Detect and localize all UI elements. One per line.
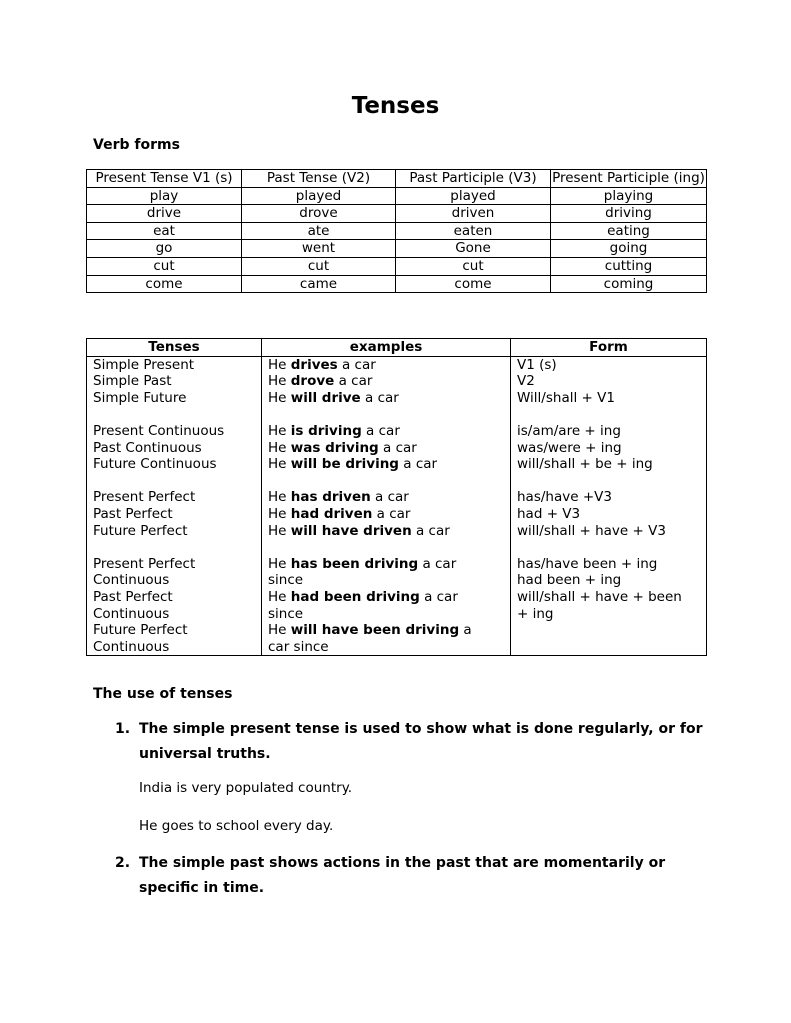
example-sentence — [268, 639, 510, 656]
tense-form: V1 (s) — [517, 356, 557, 373]
use-list — [93, 717, 703, 901]
example-sentence — [268, 622, 510, 639]
tense-form: has/have been + ing — [517, 555, 658, 572]
column-header: Present Participle (ing) — [552, 170, 705, 186]
list-item-title: The simple past shows actions in the past that are momentarily or specific in time. — [139, 855, 666, 896]
table-cell: eaten — [396, 222, 551, 240]
example-verb: had driven — [290, 505, 373, 522]
tenses-body-row — [87, 356, 707, 656]
tense-form: was/were + ing — [517, 439, 622, 456]
example-text: a car — [378, 439, 417, 456]
table-cell: cutting — [551, 257, 707, 275]
example-text: a car — [398, 456, 438, 473]
example-verb: is driving — [290, 422, 362, 439]
tense-name: Simple Past — [93, 373, 172, 390]
example-verb: will be driving — [290, 456, 399, 473]
table-cell: cut — [396, 257, 551, 275]
example-verb: will have been driving — [290, 622, 460, 639]
tense-form: has/have +V3 — [517, 489, 612, 506]
column-header: Form — [511, 339, 707, 357]
example-verb: has driven — [290, 489, 371, 506]
tense-form — [517, 622, 706, 639]
tense-name: Present Perfect — [93, 489, 196, 506]
tense-form: Will/shall + V1 — [517, 389, 615, 406]
table-cell: coming — [551, 275, 707, 293]
example-text: a car — [361, 422, 400, 439]
example-sentence — [268, 489, 510, 506]
example-text: He — [268, 389, 291, 406]
tense-name: Simple Future — [93, 389, 187, 406]
table-cell: go — [87, 240, 242, 258]
page-title: Tenses — [351, 93, 440, 119]
example-text: He — [268, 588, 291, 605]
tense-form: will/shall + be + ing — [517, 456, 653, 473]
example-verb: drives — [290, 356, 338, 373]
table-cell: came — [242, 275, 396, 293]
example-text: He — [268, 555, 291, 572]
table-cell: eating — [551, 222, 707, 240]
tense-form: will/shall + have + V3 — [517, 522, 666, 539]
example-text: He — [268, 522, 291, 539]
tense-form: + ing — [517, 605, 554, 622]
forms-column — [511, 356, 707, 656]
list-number: 1. — [115, 721, 131, 737]
use-of-tenses-section — [93, 685, 703, 911]
example-sentence — [268, 423, 510, 440]
table-cell: Gone — [396, 240, 551, 258]
example-text: a car — [418, 555, 457, 572]
example-verb: will have driven — [290, 522, 412, 539]
list-item — [115, 851, 703, 901]
tense-form: is/am/are + ing — [517, 422, 621, 439]
example-sentence — [268, 456, 510, 473]
tense-name: Past Perfect — [93, 588, 173, 605]
table-cell: played — [396, 187, 551, 205]
example-sentence — [268, 440, 510, 457]
list-item — [115, 717, 703, 835]
table-row — [87, 275, 707, 293]
table-cell: eat — [87, 222, 242, 240]
table-cell: ate — [242, 222, 396, 240]
table-cell: driven — [396, 205, 551, 223]
example-verb: drove — [290, 373, 335, 390]
tense-form: had + V3 — [517, 505, 581, 522]
table-row — [87, 240, 707, 258]
tenses-header-row — [87, 339, 707, 357]
example-sentence — [268, 523, 510, 540]
table-cell: cut — [87, 257, 242, 275]
example-verb: had been driving — [290, 588, 420, 605]
example-text: a car — [372, 505, 411, 522]
verb-forms-header-row — [87, 170, 707, 188]
example-verb: will drive — [290, 389, 361, 406]
table-row — [87, 205, 707, 223]
example-sentence — [268, 589, 510, 606]
verb-forms-body — [87, 187, 707, 293]
table-cell: going — [551, 240, 707, 258]
example-text: He — [268, 356, 291, 373]
column-header: Past Participle (V3) — [396, 170, 551, 188]
table-cell: come — [396, 275, 551, 293]
examples-column — [262, 356, 511, 656]
example-text: a car — [360, 389, 399, 406]
table-cell: drive — [87, 205, 242, 223]
table-cell: play — [87, 187, 242, 205]
example-text: a car — [370, 489, 409, 506]
example-verb: has been driving — [290, 555, 419, 572]
example-text: He — [268, 505, 291, 522]
tense-name: Simple Present — [93, 356, 195, 373]
tense-name: Continuous — [93, 638, 170, 655]
column-header: Past Tense (V2) — [242, 170, 396, 188]
table-cell: went — [242, 240, 396, 258]
example-text: a car — [334, 373, 373, 390]
list-item-title: The simple present tense is used to show what is done regularly, or for universal truths. — [139, 721, 703, 762]
tense-name: Present Continuous — [93, 422, 225, 439]
verb-forms-table — [86, 169, 707, 293]
tense-form — [517, 639, 706, 656]
example-text: a — [459, 622, 472, 639]
tenses-column — [87, 356, 262, 656]
example-text: He — [268, 489, 291, 506]
table-cell: played — [242, 187, 396, 205]
tenses-table — [86, 338, 707, 656]
example-sentence: He goes to school every day. — [139, 818, 334, 834]
example-sentence — [268, 390, 510, 407]
tense-form: will/shall + have + been — [517, 588, 682, 605]
example-text: since — [268, 572, 304, 589]
example-text: He — [268, 439, 291, 456]
table-cell: drove — [242, 205, 396, 223]
tense-name: Continuous — [93, 605, 170, 622]
tense-name: Past Perfect — [93, 505, 173, 522]
tense-form: V2 — [517, 373, 535, 390]
example-sentence — [268, 357, 510, 374]
example-verb: was driving — [290, 439, 379, 456]
example-text: a car — [411, 522, 450, 539]
table-row — [87, 257, 707, 275]
verb-forms-heading: Verb forms — [93, 137, 180, 153]
example-text: a car — [419, 588, 458, 605]
tense-name: Continuous — [93, 572, 170, 589]
column-header: Present Tense V1 (s) — [87, 170, 242, 188]
column-header: examples — [262, 339, 511, 357]
column-header: Tenses — [87, 339, 262, 357]
example-sentence — [268, 506, 510, 523]
table-cell: driving — [551, 205, 707, 223]
example-sentence — [268, 373, 510, 390]
list-number: 2. — [115, 855, 131, 871]
example-sentence — [268, 556, 510, 573]
tense-name: Future Perfect — [93, 522, 188, 539]
tense-name: Future Continuous — [93, 456, 217, 473]
example-text: a car — [337, 356, 376, 373]
example-sentence — [268, 572, 510, 589]
table-row — [87, 222, 707, 240]
tense-form: had been + ing — [517, 572, 622, 589]
table-row — [87, 187, 707, 205]
table-cell: come — [87, 275, 242, 293]
example-text: He — [268, 373, 291, 390]
tense-name: Present Perfect — [93, 555, 196, 572]
use-of-tenses-heading: The use of tenses — [93, 686, 233, 702]
example-text: He — [268, 456, 291, 473]
example-sentence — [268, 606, 510, 623]
example-text: He — [268, 622, 291, 639]
example-text: since — [268, 605, 304, 622]
table-cell: cut — [242, 257, 396, 275]
table-cell: playing — [551, 187, 707, 205]
example-text: car since — [268, 638, 329, 655]
tense-name: Future Perfect — [93, 622, 188, 639]
example-text: He — [268, 422, 291, 439]
tense-name: Past Continuous — [93, 439, 202, 456]
example-sentence: India is very populated country. — [139, 780, 353, 796]
